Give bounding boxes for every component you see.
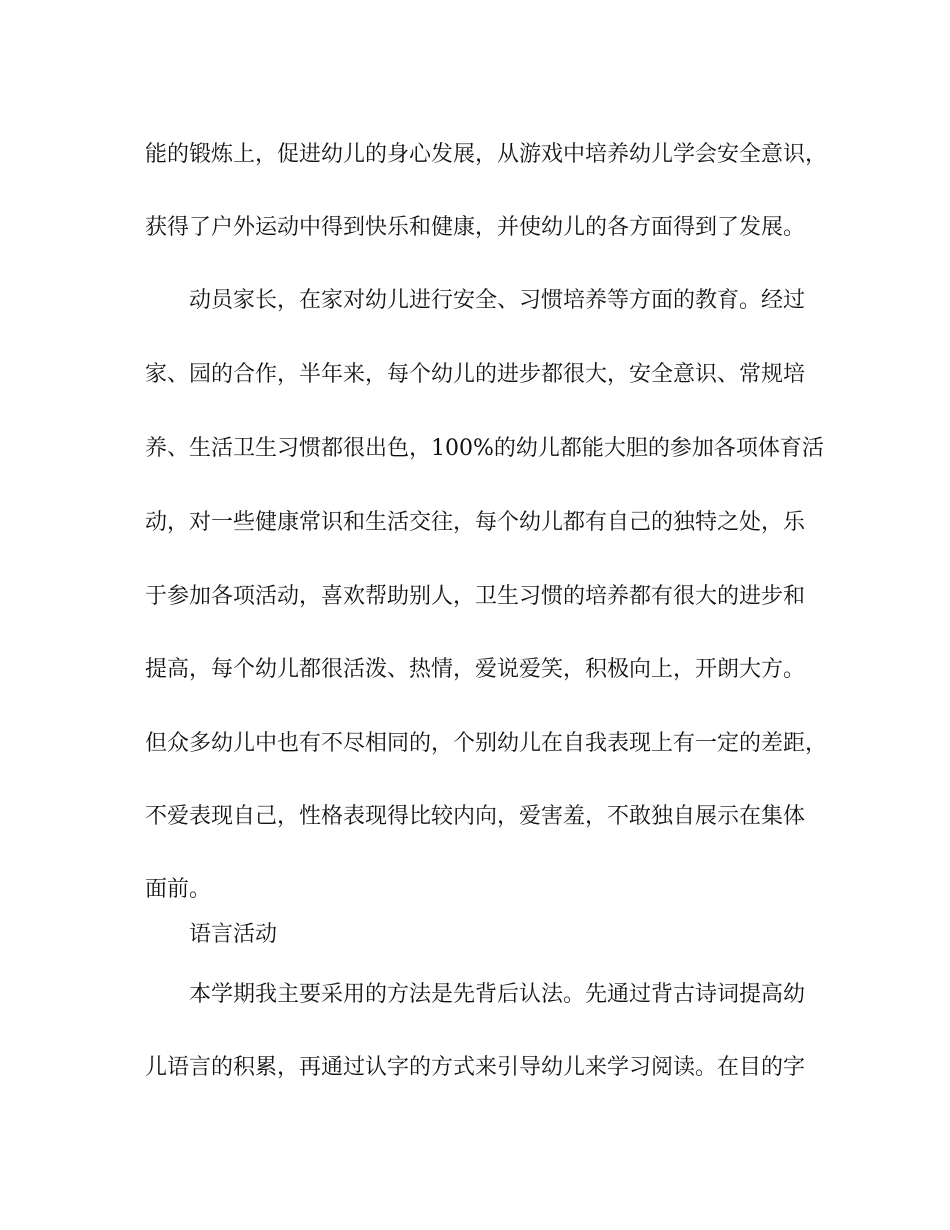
text-line: 获得了户外运动中得到快乐和健康，并使幼儿的各方面得到了发展。: [145, 215, 806, 240]
text-line: 动，对一些健康常识和生活交往，每个幼儿都有自己的独特之处，乐: [145, 510, 806, 535]
paragraph-first-line: 动员家长，在家对幼儿进行安全、习惯培养等方面的教育。经过: [189, 288, 806, 313]
text-line: 不爱表现自己，性格表现得比较内向，爱害羞，不敢独自展示在集体: [145, 804, 806, 829]
text-line: 但众多幼儿中也有不尽相同的，个别幼儿在自我表现上有一定的差距，: [145, 731, 828, 756]
text-line: 能的锻炼上，促进幼儿的身心发展，从游戏中培养幼儿学会安全意识，: [145, 142, 828, 167]
text-line: 儿语言的积累，再通过认字的方式来引导幼儿来学习阅读。在目的字: [145, 1055, 806, 1080]
section-heading: 语言活动: [189, 922, 278, 947]
text-line: 于参加各项活动，喜欢帮助别人，卫生习惯的培养都有很大的进步和: [145, 584, 806, 609]
text-line: 家、园的合作，半年来，每个幼儿的进步都很大，安全意识、常规培: [145, 362, 806, 387]
text-line: 面前。: [145, 877, 212, 902]
text-line: 提高，每个幼儿都很活泼、热情，爱说爱笑，积极向上，开朗大方。: [145, 657, 806, 682]
paragraph-first-line: 本学期我主要采用的方法是先背后认法。先通过背古诗词提高幼: [189, 982, 806, 1007]
text-line: 养、生活卫生习惯都很出色，100%的幼儿都能大胆的参加各项体育活: [145, 436, 824, 461]
